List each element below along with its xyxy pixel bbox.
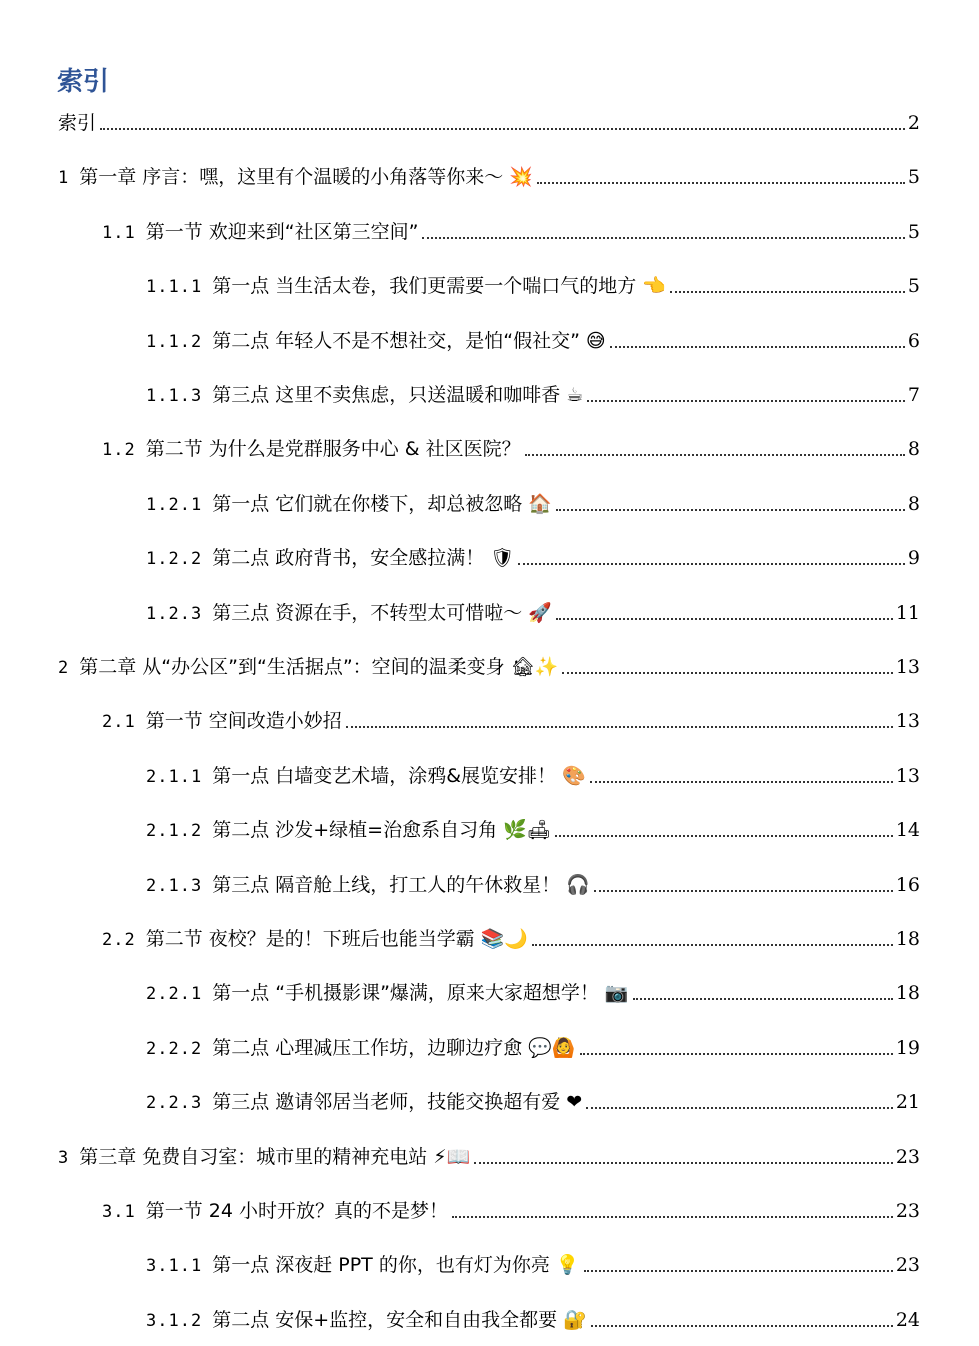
emoji-icon: 🔐 <box>563 1309 587 1331</box>
dot-leader <box>556 509 905 511</box>
toc-entry-number: 2.1.2 <box>146 821 203 841</box>
toc-entry-title: 第二节 夜校？是的！下班后也能当学霸 <box>145 928 475 950</box>
toc-entry-number: 1.1.1 <box>146 277 203 297</box>
toc-entry-title: 第二点 政府背书，安全感拉满！ <box>212 547 485 569</box>
dot-leader <box>422 237 904 239</box>
toc-page-number: 24 <box>895 1309 920 1331</box>
dot-leader <box>100 128 905 130</box>
emoji-icon: 😅 <box>585 330 606 352</box>
toc-entry-title: 第一章 序言：嘿，这里有个温暖的小角落等你来～ <box>79 166 504 188</box>
toc-entry-title: 第三点 隔音舱上线，打工人的午休救星！ <box>212 874 561 896</box>
emoji-icon: ⚡📖 <box>433 1146 471 1168</box>
toc-page-number: 21 <box>895 1091 920 1113</box>
toc-entry-number: 1.1.2 <box>146 332 203 352</box>
toc-entry-number: 1.1.3 <box>146 386 203 406</box>
toc-page-number: 23 <box>895 1254 920 1276</box>
toc-page-number: 13 <box>895 656 920 678</box>
toc-entry-number: 2.1.3 <box>146 876 203 896</box>
toc-entry-number: 3 <box>58 1148 70 1168</box>
toc-entry[interactable] <box>102 434 920 464</box>
toc-entry-title: 第一节 欢迎来到“社区第三空间” <box>145 221 419 243</box>
toc-entry-number: 2.2.1 <box>146 984 203 1004</box>
emoji-icon: 💥 <box>509 166 533 188</box>
toc-entry-title: 第一节 24 小时开放？真的不是梦！ <box>145 1200 448 1222</box>
toc-page-number: 13 <box>895 710 920 732</box>
toc-entry[interactable] <box>58 162 920 192</box>
dot-leader <box>610 346 905 348</box>
dot-leader <box>556 618 893 620</box>
toc-entry-number: 2.1 <box>102 712 136 732</box>
toc-entry-number: 3.1.1 <box>146 1256 203 1276</box>
dot-leader <box>587 400 905 402</box>
toc-entry[interactable] <box>102 706 920 736</box>
emoji-icon: 💡 <box>555 1254 580 1276</box>
toc-entry[interactable] <box>102 217 920 247</box>
toc-entry[interactable] <box>146 380 920 410</box>
emoji-icon: 💬🙆 <box>528 1037 576 1059</box>
toc-entry-number: 2.2.3 <box>146 1093 203 1113</box>
toc-entry-number: 1.2.1 <box>146 495 203 515</box>
toc-page-number: 23 <box>895 1146 920 1168</box>
toc-entry-number: 2.2 <box>102 930 136 950</box>
toc-page-number: 2 <box>907 112 920 134</box>
toc-entry-number: 3.1 <box>102 1202 136 1222</box>
toc-entry[interactable] <box>58 108 920 138</box>
dot-leader <box>590 781 893 783</box>
toc-entry[interactable] <box>58 1142 920 1172</box>
dot-leader <box>670 291 905 293</box>
toc-entry-title: 第二点 年轻人不是不想社交，是怕“假社交” <box>212 330 580 352</box>
toc-entry-number: 1.2.2 <box>146 549 203 569</box>
toc-page-number: 19 <box>895 1037 920 1059</box>
toc-page-number: 23 <box>895 1200 920 1222</box>
toc-entry[interactable] <box>146 978 920 1008</box>
toc-page-number: 18 <box>895 928 920 950</box>
toc-page-number: 5 <box>907 275 920 297</box>
toc-entry-number: 1.2.3 <box>146 604 203 624</box>
toc-entry-title: 第二点 沙发+绿植=治愈系自习角 <box>212 819 498 841</box>
toc-entry-number: 3.1.2 <box>146 1311 203 1331</box>
emoji-icon: 🎨 <box>562 765 586 787</box>
toc-entry[interactable] <box>146 761 920 791</box>
emoji-icon: 📷 <box>604 982 629 1004</box>
toc-entry[interactable] <box>146 870 920 900</box>
dot-leader <box>518 563 905 565</box>
toc-entry-title: 第三点 资源在手，不转型太可惜啦～ <box>212 602 523 624</box>
toc-entry-title: 第一点 白墙变艺术墙，涂鸦&展览安排！ <box>212 765 557 787</box>
dot-leader <box>591 1325 893 1327</box>
toc-entry-title: 第二章 从“办公区”到“生活据点”：空间的温柔变身 <box>79 656 505 678</box>
toc-entry[interactable] <box>146 271 920 301</box>
toc-entry-title: 第一点 “手机摄影课”爆满，原来大家超想学！ <box>212 982 599 1004</box>
emoji-icon: 🏠 <box>528 493 552 515</box>
toc-entry-title: 第二节 为什么是党群服务中心 & 社区医院？ <box>145 438 521 460</box>
toc-page-number: 8 <box>907 438 920 460</box>
toc-page-number: 5 <box>907 221 920 243</box>
toc-entry-number: 1.1 <box>102 223 136 243</box>
toc-page-number: 8 <box>907 493 920 515</box>
toc-entry-number: 2.1.1 <box>146 767 203 787</box>
toc-entry[interactable] <box>146 1250 920 1280</box>
toc-page-number: 5 <box>907 166 920 188</box>
toc-entry[interactable] <box>146 1087 920 1117</box>
toc-entry[interactable] <box>102 1196 920 1226</box>
toc-page-number: 6 <box>907 330 920 352</box>
dot-leader <box>594 890 893 892</box>
dot-leader <box>586 1107 893 1109</box>
toc-entry[interactable] <box>146 1033 920 1063</box>
dot-leader <box>555 835 893 837</box>
emoji-icon: ❤ <box>566 1091 583 1113</box>
dot-leader <box>532 944 893 946</box>
emoji-icon: 🌿🛋 <box>503 819 551 841</box>
dot-leader <box>525 454 905 456</box>
toc-heading: 索引 <box>57 67 110 97</box>
toc-entry[interactable] <box>146 543 920 573</box>
toc-page-number: 18 <box>895 982 920 1004</box>
toc-entry-title: 第一点 深夜赶 PPT 的你，也有灯为你亮 <box>212 1254 550 1276</box>
dot-leader <box>474 1162 893 1164</box>
dot-leader <box>452 1216 893 1218</box>
toc-entry-title: 第一节 空间改造小妙招 <box>145 710 342 732</box>
dot-leader <box>580 1053 893 1055</box>
toc-page-number: 9 <box>907 547 920 569</box>
emoji-icon: 📚🌙 <box>480 928 529 950</box>
emoji-icon: 🚀 <box>528 602 552 624</box>
toc-page-number: 16 <box>895 874 920 896</box>
toc-entry-title: 第一点 当生活太卷，我们更需要一个喘口气的地方 <box>212 275 637 297</box>
toc-entry[interactable] <box>146 1305 920 1335</box>
toc-entry-title: 索引 <box>58 112 97 134</box>
toc-entry[interactable] <box>146 815 920 845</box>
dot-leader <box>346 726 893 728</box>
toc-entry[interactable] <box>146 326 920 356</box>
emoji-icon: 🏚✨ <box>510 656 559 678</box>
toc-page-number: 13 <box>895 765 920 787</box>
toc-entry-title: 第三点 邀请邻居当老师，技能交换超有爱 <box>212 1091 561 1113</box>
toc-entry-title: 第二点 心理减压工作坊，边聊边疗愈 <box>212 1037 523 1059</box>
toc-entry[interactable] <box>102 924 920 954</box>
emoji-icon: 🎧 <box>566 874 590 896</box>
toc-entry-title: 第二点 安保+监控，安全和自由我全都要 <box>212 1309 558 1331</box>
dot-leader <box>584 1270 893 1272</box>
dot-leader <box>537 182 905 184</box>
toc-entry-title: 第一点 它们就在你楼下，却总被忽略 <box>212 493 523 515</box>
emoji-icon: ☕ <box>566 384 584 406</box>
toc-entry-number: 2 <box>58 658 70 678</box>
toc-page-number: 14 <box>895 819 920 841</box>
toc-entry[interactable] <box>58 652 920 682</box>
toc-entry-title: 第三章 免费自习室：城市里的精神充电站 <box>79 1146 428 1168</box>
emoji-icon: 🛡 <box>490 547 515 569</box>
toc-entry-title: 第三点 这里不卖焦虑，只送温暖和咖啡香 <box>212 384 561 406</box>
toc-page-number: 7 <box>907 384 920 406</box>
dot-leader <box>562 672 892 674</box>
toc-page-number: 11 <box>895 602 920 624</box>
toc-entry-number: 2.2.2 <box>146 1039 203 1059</box>
toc-entry-number: 1.2 <box>102 440 136 460</box>
toc-entry-number: 1 <box>58 168 70 188</box>
toc-entry[interactable] <box>146 598 920 628</box>
toc-entry[interactable] <box>146 489 920 519</box>
emoji-icon: 👈 <box>642 275 666 297</box>
dot-leader <box>633 998 893 1000</box>
